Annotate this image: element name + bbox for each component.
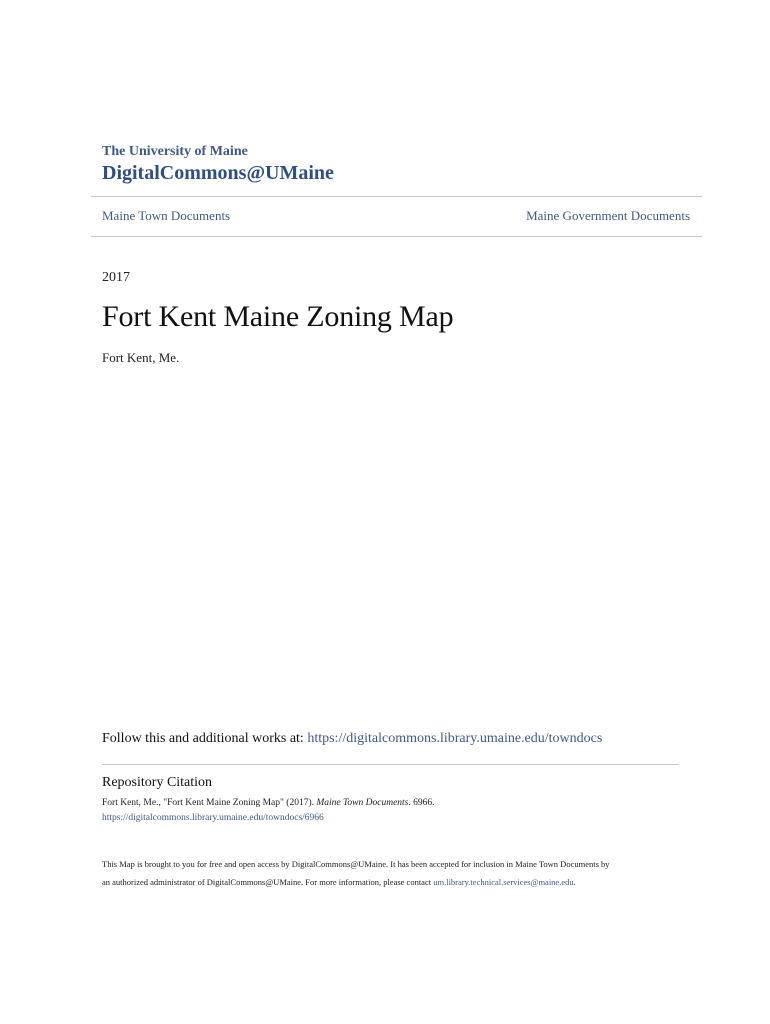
notice-line-2-end: . [573,877,576,887]
citation-text: Fort Kent, Me., "Fort Kent Maine Zoning Map" (2017). [102,798,317,808]
document-title: Fort Kent Maine Zoning Map [102,300,454,333]
contact-email-link[interactable]: um.library.technical.services@maine.edu [433,877,574,887]
citation-series: Maine Town Documents [316,798,409,808]
notice-line-1: This Map is brought to you for free and open access by DigitalCommons@UMaine. It has been accepted for inclusion in Maine Town Documents by [102,859,610,869]
repository-citation [102,796,435,826]
citation-url-link[interactable]: https://digitalcommons.library.umaine.edu/towndocs/6966 [102,813,324,823]
citation-divider [102,764,679,765]
follow-prefix: Follow this and additional works at: [102,731,308,746]
maine-government-documents-link[interactable]: Maine Government Documents [526,208,690,223]
document-author: Fort Kent, Me. [102,350,180,365]
follow-line [102,731,602,747]
repository-name[interactable]: DigitalCommons@UMaine [102,162,334,184]
towndocs-url-link[interactable]: https://digitalcommons.library.umaine.edu/towndocs [307,731,603,746]
university-name: The University of Maine [102,144,248,159]
citation-number: . 6966. [408,798,435,808]
nav-divider [91,236,702,237]
document-year: 2017 [102,270,130,285]
top-divider [91,196,702,197]
access-notice [102,855,692,891]
maine-town-documents-link[interactable]: Maine Town Documents [102,208,231,223]
repository-citation-heading: Repository Citation [102,775,213,790]
notice-line-2: an authorized administrator of DigitalCommons@UMaine. For more information, please contact [102,877,434,887]
